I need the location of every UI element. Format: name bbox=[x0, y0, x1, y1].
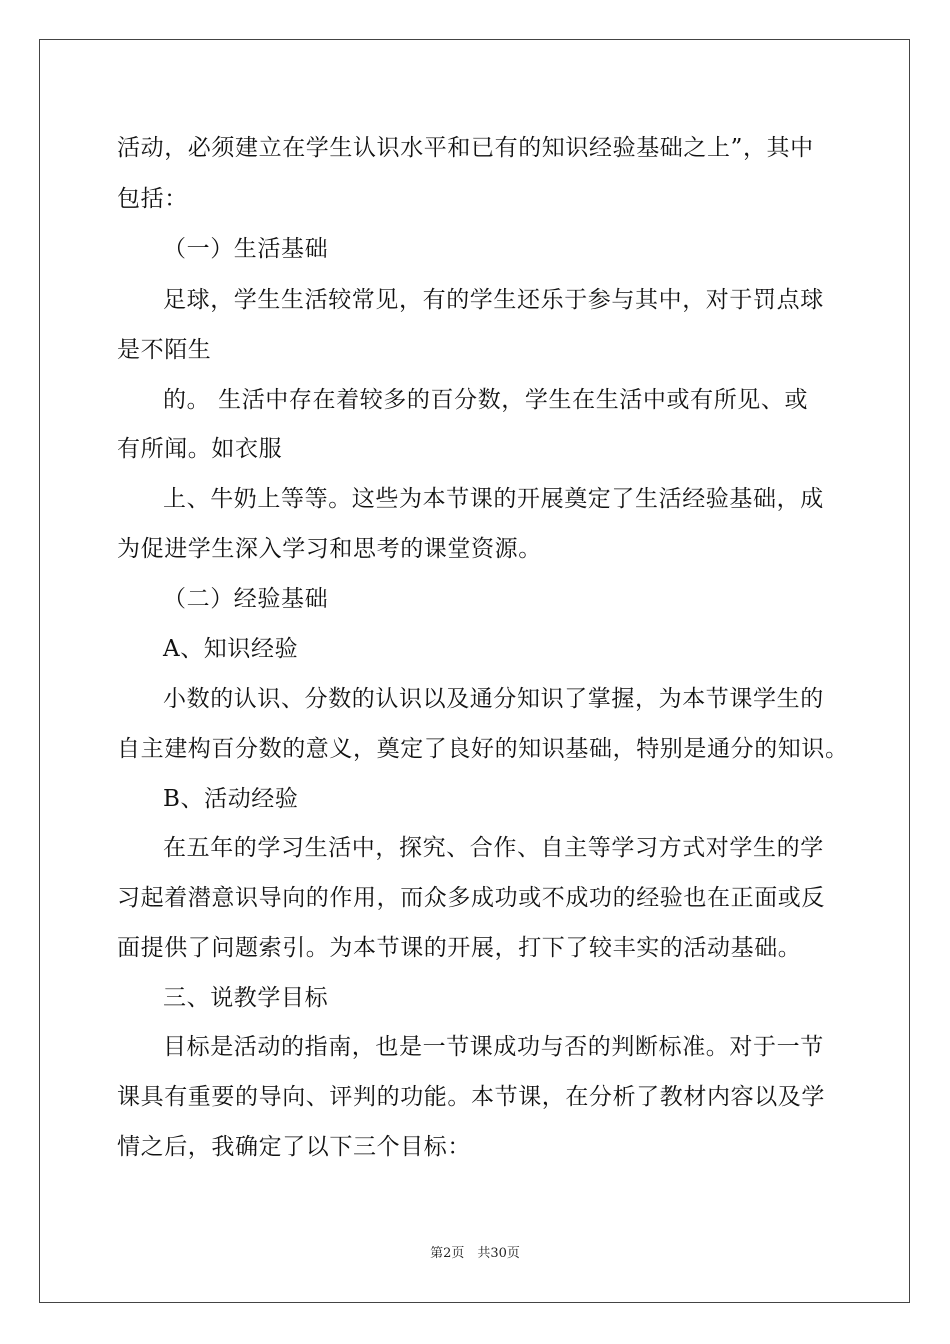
text-line-15: 在五年的学习生活中，探究、合作、自主等学习方式对学生的学 bbox=[163, 835, 824, 861]
section-heading-teaching-goals: 三、说教学目标 bbox=[163, 985, 329, 1011]
text-line-4: 足球，学生生活较常见，有的学生还乐于参与其中，对于罚点球 bbox=[163, 287, 824, 313]
text-line-17: 面提供了问题索引。为本节课的开展，打下了较丰实的活动基础。 bbox=[117, 935, 802, 961]
text-line-20: 课具有重要的导向、评判的功能。本节课，在分析了教材内容以及学 bbox=[117, 1084, 825, 1110]
text-line-13: 自主建构百分数的意义，奠定了良好的知识基础，特别是通分的知识。 bbox=[117, 736, 849, 762]
text-line-6: 的。 生活中存在着较多的百分数，学生在生活中或有所见、或 bbox=[163, 387, 809, 413]
text-line-2: 包括： bbox=[117, 186, 188, 212]
text-line-12: 小数的认识、分数的认识以及通分知识了掌握，为本节课学生的 bbox=[163, 686, 824, 712]
text-line-8: 上、牛奶上等等。这些为本节课的开展奠定了生活经验基础，成 bbox=[163, 486, 824, 512]
subheading-knowledge-experience: A、知识经验 bbox=[163, 636, 299, 662]
section-heading-experience-basis: （二）经验基础 bbox=[163, 586, 329, 612]
page-border bbox=[39, 39, 910, 1303]
text-line-7: 有所闻。如衣服 bbox=[117, 436, 283, 462]
subheading-activity-experience: B、活动经验 bbox=[163, 786, 299, 812]
text-line-21: 情之后，我确定了以下三个目标： bbox=[117, 1134, 471, 1160]
section-heading-life-basis: （一）生活基础 bbox=[163, 236, 329, 262]
text-line-19: 目标是活动的指南，也是一节课成功与否的判断标准。对于一节 bbox=[163, 1034, 824, 1060]
text-line-9: 为促进学生深入学习和思考的课堂资源。 bbox=[117, 536, 542, 562]
text-line-1: 活动，必须建立在学生认识水平和已有的知识经验基础之上”，其中 bbox=[117, 135, 814, 161]
text-line-16: 习起着潜意识导向的作用，而众多成功或不成功的经验也在正面或反 bbox=[117, 885, 825, 911]
text-line-5: 是不陌生 bbox=[117, 337, 212, 363]
page-number-footer: 第2页 共30页 bbox=[430, 1246, 520, 1261]
